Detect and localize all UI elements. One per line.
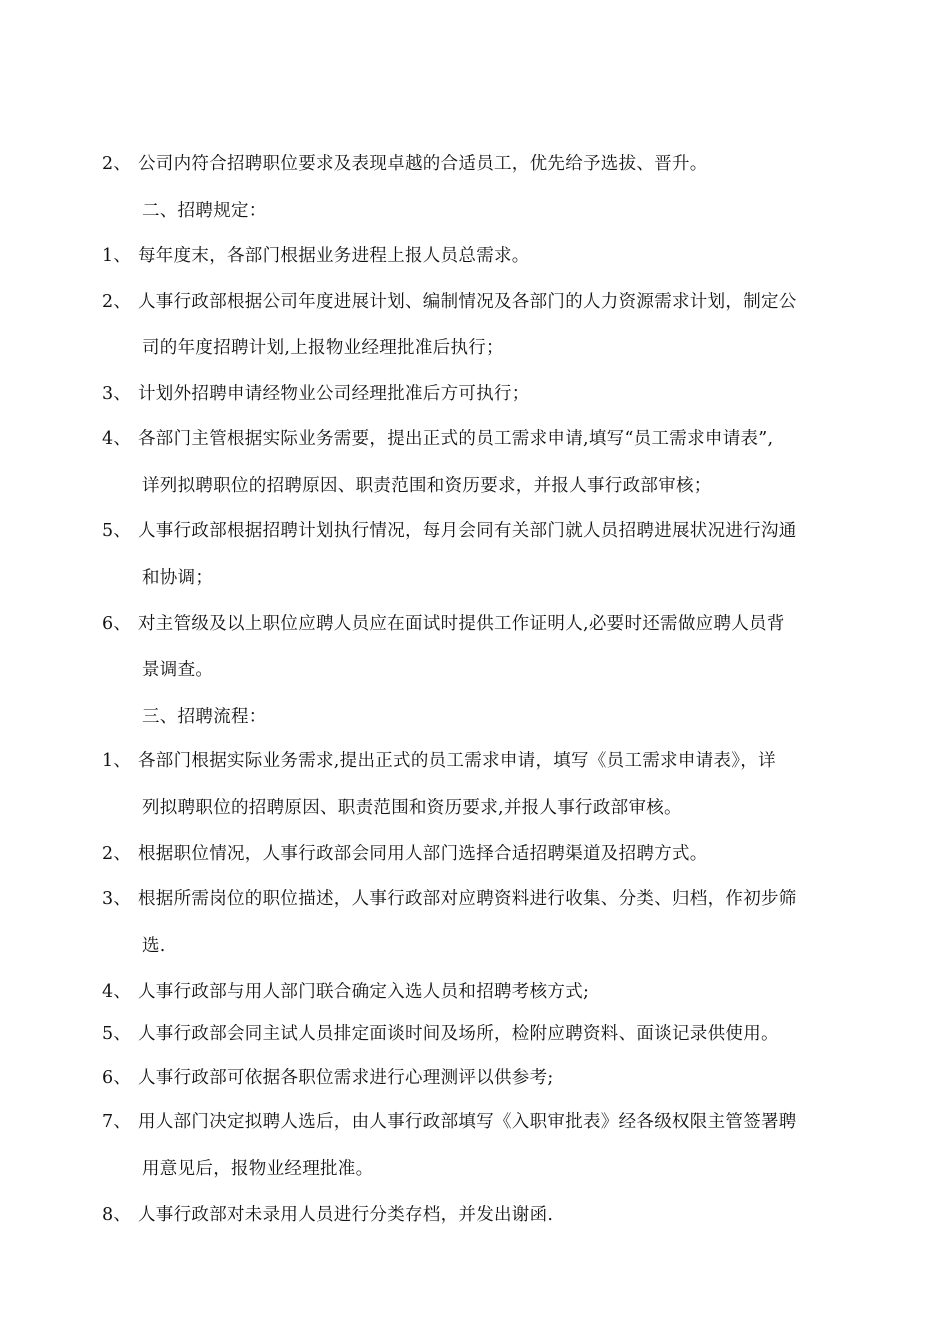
item-number: 5、 <box>102 1024 132 1044</box>
item-text: 人事行政部会同主试人员排定面谈时间及场所，检附应聘资料、面谈记录供使用。 <box>138 1024 779 1044</box>
item-text: 人事行政部可依据各职位需求进行心理测评以供参考; <box>138 1068 554 1088</box>
item-text-continued: 和协调； <box>142 568 214 588</box>
section-heading: 二、招聘规定： <box>142 201 267 221</box>
item-number: 4、 <box>102 429 132 449</box>
item-number: 1、 <box>102 751 132 771</box>
item-text: 人事行政部根据招聘计划执行情况，每月会同有关部门就人员招聘进展状况进行沟通 <box>138 521 797 541</box>
item-text: 计划外招聘申请经物业公司经理批准后方可执行； <box>138 384 530 404</box>
item-text: 人事行政部对未录用人员进行分类存档，并发出谢函. <box>138 1205 554 1225</box>
item-text: 各部门根据实际业务需求,提出正式的员工需求申请，填写《员工需求申请表》，详 <box>138 751 776 771</box>
item-number: 6、 <box>102 614 132 634</box>
item-number: 4、 <box>102 982 132 1002</box>
item-text: 各部门主管根据实际业务需要，提出正式的员工需求申请,填写“员工需求申请表”, <box>138 429 774 449</box>
item-text-continued: 列拟聘职位的招聘原因、职责范围和资历要求,并报人事行政部审核。 <box>142 798 682 818</box>
item-text: 用人部门决定拟聘人选后，由人事行政部填写《入职审批表》经各级权限主管签署聘 <box>138 1112 797 1132</box>
item-number: 1、 <box>102 246 132 266</box>
item-number: 2、 <box>102 844 132 864</box>
item-text-continued: 司的年度招聘计划,上报物业经理批准后执行； <box>142 338 504 358</box>
item-number: 2、 <box>102 154 132 174</box>
item-number: 3、 <box>102 889 132 909</box>
item-text: 根据所需岗位的职位描述，人事行政部对应聘资料进行收集、分类、归档，作初步筛 <box>138 889 797 909</box>
item-text: 每年度末，各部门根据业务进程上报人员总需求。 <box>138 246 530 266</box>
item-text: 公司内符合招聘职位要求及表现卓越的合适员工，优先给予选拔、晋升。 <box>138 154 708 174</box>
item-text-continued: 景调查。 <box>142 660 214 680</box>
item-number: 7、 <box>102 1112 132 1132</box>
item-text: 根据职位情况，人事行政部会同用人部门选择合适招聘渠道及招聘方式。 <box>138 844 708 864</box>
item-text: 人事行政部与用人部门联合确定入选人员和招聘考核方式; <box>138 982 590 1002</box>
item-text: 对主管级及以上职位应聘人员应在面试时提供工作证明人,必要时还需做应聘人员背 <box>138 614 785 634</box>
item-text-continued: 详列拟聘职位的招聘原因、职责范围和资历要求，并报人事行政部审核； <box>142 476 712 496</box>
item-number: 8、 <box>102 1205 132 1225</box>
item-number: 2、 <box>102 292 132 312</box>
item-number: 6、 <box>102 1068 132 1088</box>
item-text-continued: 选. <box>142 936 166 956</box>
section-heading: 三、招聘流程： <box>142 707 267 727</box>
item-text-continued: 用意见后，报物业经理批准。 <box>142 1159 374 1179</box>
item-number: 5、 <box>102 521 132 541</box>
item-text: 人事行政部根据公司年度进展计划、编制情况及各部门的人力资源需求计划，制定公 <box>138 292 797 312</box>
item-number: 3、 <box>102 384 132 404</box>
